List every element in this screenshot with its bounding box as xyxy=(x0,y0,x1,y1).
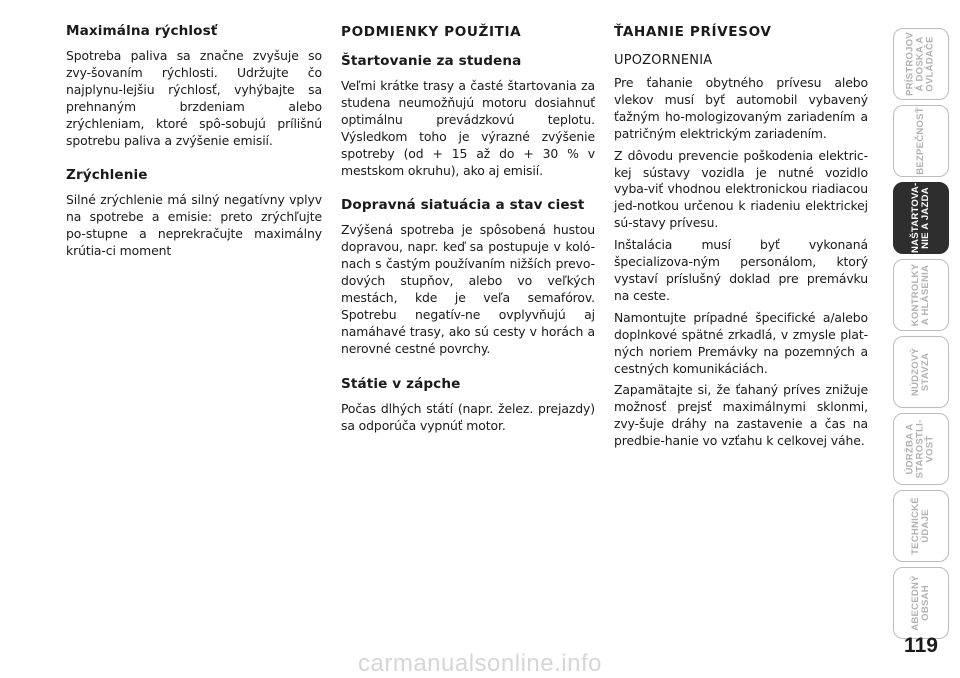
tab-safety[interactable] xyxy=(893,105,949,177)
tab-technical-data[interactable] xyxy=(893,490,949,562)
tab-label: KONTROLKY A HLÁSENIA xyxy=(909,263,931,327)
column-right xyxy=(614,22,868,450)
warning-label: UPOZORNENIA xyxy=(614,53,713,68)
tab-index[interactable] xyxy=(893,567,949,639)
section-title-towing: ŤAHANIE PRÍVESOV xyxy=(614,24,772,40)
heading-cold-start: Štartovanie za studena xyxy=(341,53,522,69)
page-number: 119 xyxy=(904,634,938,657)
tab-label: ÚDRŽBA A STAROSTLI-VOSŤ xyxy=(904,419,937,479)
section-title-conditions: PODMIENKY POUŽITIA xyxy=(341,24,522,40)
paragraph-towing-5: Zapamätajte si, že ťahaný príves znižuje možnosť prejsť maximálnymi sklonmi, zvy-šuje dráhy na zastavenie a čas na predbie-hanie vo vzťahu k celkovej váhe. xyxy=(614,382,868,449)
tab-warning-lights[interactable] xyxy=(893,259,949,331)
heading-traffic-jam: Státie v zápche xyxy=(341,375,461,392)
tab-maintenance[interactable] xyxy=(893,413,949,485)
column-left xyxy=(66,22,322,260)
tab-label: NÚDZOVÝ STAVZA xyxy=(909,347,931,397)
paragraph-acceleration: Silné zrýchlenie má silný negatívny vplyv na spotrebe a emisie: preto zrýchľujte po-stupne a neprekračujte maximálny krútia-ci moment xyxy=(66,192,322,259)
tab-emergency[interactable] xyxy=(893,336,949,408)
paragraph-traffic-jam: Počas dlhých státí (napr. želez. prejazdy) sa odporúča vypnúť motor. xyxy=(341,400,595,433)
paragraph-max-speed: Spotreba paliva sa značne zvyšuje so zvy-šovaním rýchlosti. Udržujte čo najplynu-lejšiu rýchlosť, vyhýbajte sa prehnaným brzdeniam alebo zrýchleniam, ktoré spô-sobujú prílišnú spotrebu paliva a zvýšenie emisií. xyxy=(66,48,322,148)
paragraph-cold-start: Veľmi krátke trasy a časté štartovania za studena neumožňujú motoru dosiahnuť optimálnu prevádzkovú teplotu. Výsledkom toho je výrazné zvýšenie spotreby (od + 15 až do + 30 % v mestskom okruhu), ako aj emisií. xyxy=(341,78,595,178)
paragraph-towing-1: Pre ťahanie obytného prívesu alebo vlekov musí byť automobil vybavený ťažným ho-mologizovaným zariadením a patričným elektrickým zariadením. xyxy=(614,75,868,141)
tab-label: ABECEDNÝ OBSAH xyxy=(909,575,931,631)
column-middle xyxy=(341,22,595,435)
tab-label: NAŠTARTOVA-NIE A JAZDA xyxy=(909,182,931,253)
tab-dashboard-controls[interactable] xyxy=(893,28,949,100)
tab-label: PRÍSTROJOV Á DOSKA A OVLÁDAČE xyxy=(904,32,937,96)
tab-starting-driving[interactable] xyxy=(893,182,949,254)
paragraph-traffic: Zvýšená spotreba je spôsobená hustou dopravou, napr. keď sa postupuje v koló-nach s častým používaním nižších prevo-dových stupňov, alebo vo veľkých mestách, kde je veľa semafórov. Spotrebu negatív-ne ovplyvňujú aj namáhavé trasy, ako sú cesty v horách a nerovné cestné povrchy. xyxy=(341,222,595,356)
watermark: carmanualsonline.info xyxy=(358,650,602,677)
heading-acceleration: Zrýchlenie xyxy=(66,167,148,184)
paragraph-towing-4: Namontujte prípadné špecifické a/alebo doplnkové spätné zrkadlá, v zmysle plat-ných noriem Premávky na pozemných a cestných komunikáciách. xyxy=(614,309,868,376)
paragraph-towing-3: Inštalácia musí byť vykonaná špecializova-ným personálom, ktorý vystaví príslušný doklad pre premávku na ceste. xyxy=(614,237,868,303)
paragraph-towing-2: Z dôvodu prevencie poškodenia elektric-kej sústavy vozidla je nutné vozidlo vyba-viť vhodnou elektronickou riadiacou jed-notkou určenou k riadeniu elektrickej sú-stavy prívesu. xyxy=(614,147,868,231)
heading-traffic: Dopravná siatuácia a stav ciest xyxy=(341,197,585,214)
tab-label: TECHNICKÉ ÚDAJE xyxy=(909,497,931,555)
heading-max-speed: Maximálna rýchlosť xyxy=(66,23,218,39)
tab-label: BEZPEČNOSŤ xyxy=(914,107,926,175)
